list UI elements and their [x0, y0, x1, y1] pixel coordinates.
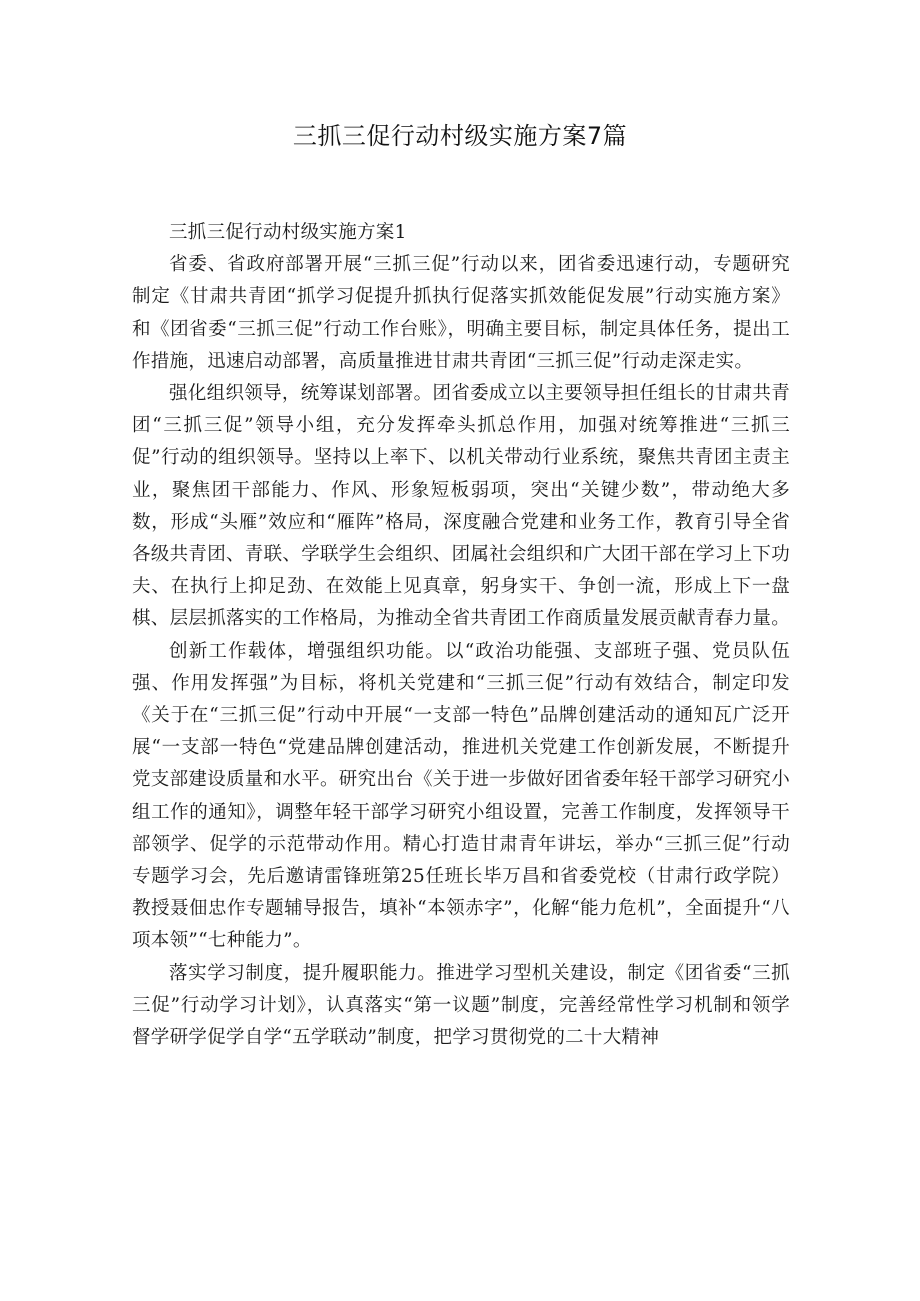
document-title: 三抓三促行动村级实施方案7篇	[292, 122, 628, 150]
paragraph-organization-leadership: 强化组织领导，统筹谋划部署。团省委成立以主要领导担任组长的甘肃共青团“三抓三促”领导小组，充分发挥牵头抓总作用，加强对统筹推进“三抓三促”行动的组织领导。坚持以上率下、以机关带动行业系统，聚焦共青团主责主业，聚焦团干部能力、作风、形象短板弱项，突出“关键少数”，带动绝大多数，形成“头雁”效应和“雁阵”格局，深度融合党建和业务工作，教育引导全省各级共青团、青联、学联学生会组织、团属社会组织和广大团干部在学习上下功夫、在执行上抑足劲、在效能上见真章，躬身实干、争创一流，形成上下一盘棋、层层抓落实的工作格局，为推动全省共青团工作商质量发展贡献青春力量。	[132, 383, 791, 630]
paragraph-work-carrier: 创新工作载体，增强组织功能。以“政治功能强、支部班子强、党员队伍强、作用发挥强”为目标，将机关党建和“三抓三促”行动有效结合，制定印发《关于在“三抓三促”行动中开展“一支部一特色”品牌创建活动的通知瓦广泛开展“一支部一特色“党建品牌创建活动，推进机关党建工作创新发展，不断提升党支部建设质量和水平。研究出台《关于进一步做好团省委年轻干部学习研究小组工作的通知》，调整年轻干部学习研究小组设置，完善工作制度，发挥领导干部领学、促学的示范带动作用。精心打造甘肃青年讲坛，举办“三抓三促”行动专题学习会，先后邀请雷锋班第25任班长毕万昌和省委党校（甘肃行政学院）教授聂佃忠作专题辅导报告，填补“本领赤字”，化解“能力危机”，全面提升“八项本领”“七种能力”。	[132, 640, 791, 952]
section-heading: 三抓三促行动村级实施方案1	[169, 222, 407, 243]
paragraph-intro: 省委、省政府部署开展“三抓三促”行动以来，团省委迅速行动，专题研究制定《甘肃共青团“抓学习促提升抓执行促落实抓效能促发展”行动实施方案》和《团省委“三抓三促”行动工作台账》，明确主要目标，制定具体任务，提出工作措施，迅速启动部署，高质量推进甘肃共青团“三抓三促”行动走深走实。	[132, 254, 790, 372]
document-body	[132, 217, 790, 1054]
paragraph-study-system: 落实学习制度，提升履职能力。推进学习型机关建设，制定《团省委“三抓三促”行动学习计划》，认真落实“第一议题”制度，完善经常性学习机制和领学督学研学促学自学“五学联动”制度，把学习贯彻党的二十大精神	[132, 962, 790, 1049]
